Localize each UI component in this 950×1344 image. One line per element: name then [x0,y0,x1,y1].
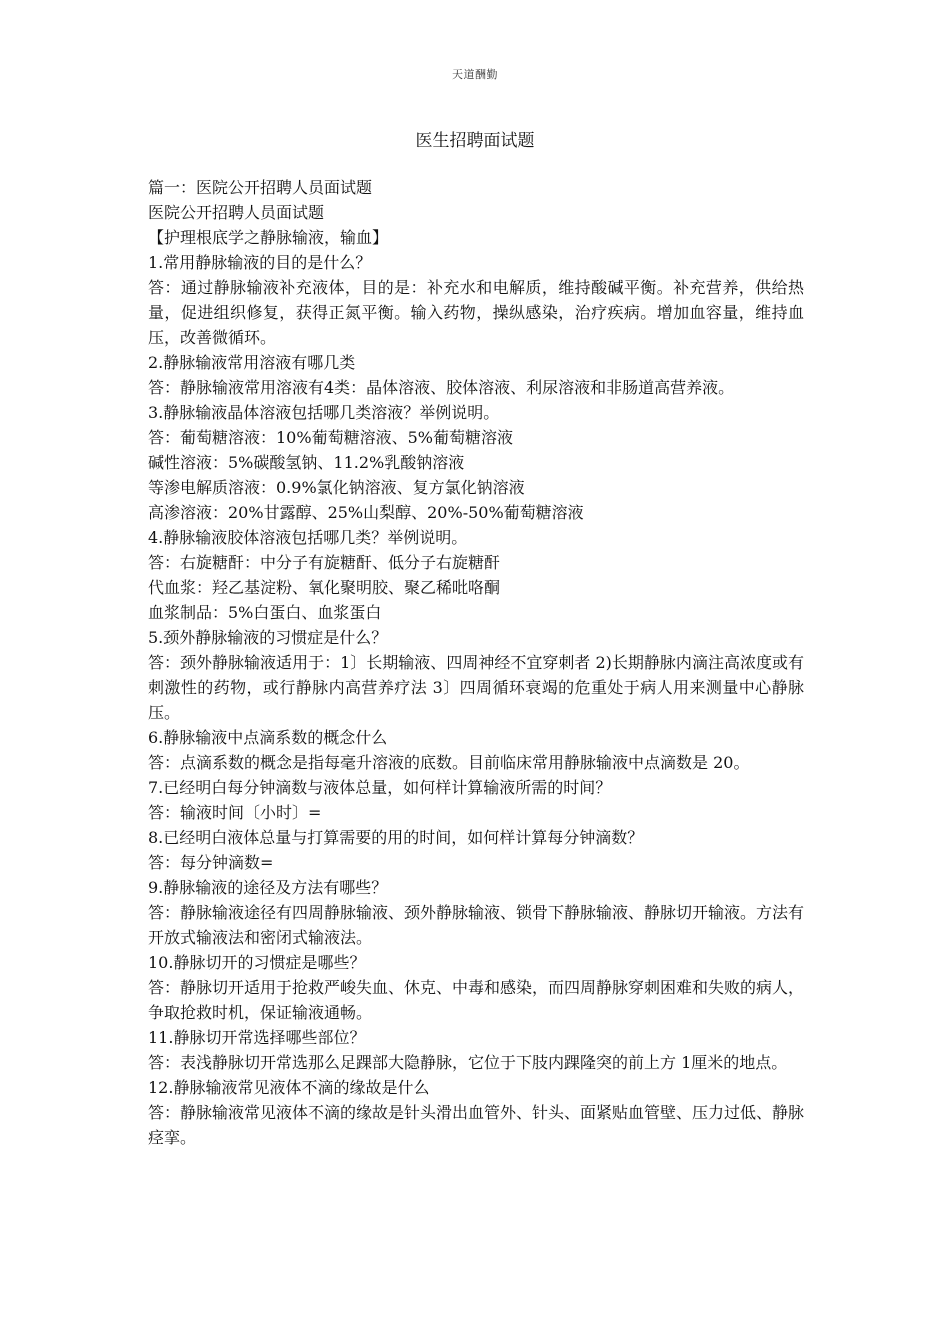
question-1: 1.常用静脉输液的目的是什么？ [148,253,372,272]
question-7: 7.已经明白每分钟滴数与液体总量，如何样计算输液所需的时间？ [148,778,612,797]
answer-4-line-1: 答：右旋糖酐：中分子有旋糖酐、低分子右旋糖酐 [148,553,501,572]
answer-5: 答：颈外静脉输液适用于：1〕长期输液、四周神经不宜穿刺者 2)长期静脉内滴注高浓度或有刺激性的药物，或行静脉内高营养疗法 3〕四周循环衰竭的危重处于病人用来测量中心静脉压。 [148,653,804,722]
question-10: 10.静脉切开的习惯症是哪些？ [148,953,366,972]
section-heading: 篇一：医院公开招聘人员面试题 [148,178,373,197]
answer-8: 答：每分钟滴数= [148,853,274,872]
document-title: 医生招聘面试题 [415,131,535,151]
section-subheading: 医院公开招聘人员面试题 [148,203,325,222]
answer-1: 答：通过静脉输液补充液体，目的是：补充水和电解质，维持酸碱平衡。补充营养，供给热量，促进组织修复，获得正氮平衡。输入药物，操纵感染，治疗疾病。增加血容量，维持血压，改善微循环。 [148,278,804,347]
question-8: 8.已经明白液体总量与打算需要的用的时间，如何样计算每分钟滴数？ [148,828,644,847]
answer-7: 答：输液时间〔小时〕= [148,803,322,822]
answer-2: 答：静脉输液常用溶液有4类：晶体溶液、胶体溶液、利尿溶液和非肠道高营养液。 [148,378,735,397]
answer-3-line-2: 碱性溶液：5%碳酸氢钠、11.2%乳酸钠溶液 [148,453,465,472]
answer-3-line-3: 等渗电解质溶液：0.9%氯化钠溶液、复方氯化钠溶液 [148,478,525,497]
topic-heading: 【护理根底学之静脉输液，输血】 [148,228,389,247]
question-9: 9.静脉输液的途径及方法有哪些？ [148,878,388,897]
answer-6: 答：点滴系数的概念是指每毫升溶液的底数。目前临床常用静脉输液中点滴数是 20。 [148,753,750,772]
answer-3-line-1: 答：葡萄糖溶液：10%葡萄糖溶液、5%葡萄糖溶液 [148,428,513,447]
answer-9: 答：静脉输液途径有四周静脉输液、颈外静脉输液、锁骨下静脉输液、静脉切开输液。方法有开放式输液法和密闭式输液法。 [148,903,805,947]
question-6: 6.静脉输液中点滴系数的概念什么 [148,728,388,747]
answer-4-line-2: 代血浆：羟乙基淀粉、氧化聚明胶、聚乙稀吡咯酮 [148,578,501,597]
answer-11: 答：表浅静脉切开常选那么足踝部大隐静脉，它位于下肢内踝隆突的前上方 1厘米的地点。 [148,1053,788,1072]
answer-12: 答：静脉输液常见液体不滴的缘故是针头滑出血管外、针头、面紧贴血管壁、压力过低、静脉痉挛。 [148,1103,805,1147]
question-5: 5.颈外静脉输液的习惯症是什么？ [148,628,388,647]
answer-4-line-3: 血浆制品：5%白蛋白、血浆蛋白 [148,603,382,622]
answer-10: 答：静脉切开适用于抢救严峻失血、休克、中毒和感染，而四周静脉穿刺困难和失败的病人，争取抢救时机，保证输液通畅。 [148,978,805,1022]
page-header: 天道酬勤 [452,68,498,81]
question-11: 11.静脉切开常选择哪些部位？ [148,1028,366,1047]
question-12: 12.静脉输液常见液体不滴的缘故是什么 [148,1078,430,1097]
document-body [148,175,804,1150]
question-4: 4.静脉输液胶体溶液包括哪几类？举例说明。 [148,528,468,547]
answer-3-line-4: 高渗溶液：20%甘露醇、25%山梨醇、20%-50%葡萄糖溶液 [148,503,584,522]
question-2: 2.静脉输液常用溶液有哪几类 [148,353,356,372]
question-3: 3.静脉输液晶体溶液包括哪几类溶液？举例说明。 [148,403,500,422]
